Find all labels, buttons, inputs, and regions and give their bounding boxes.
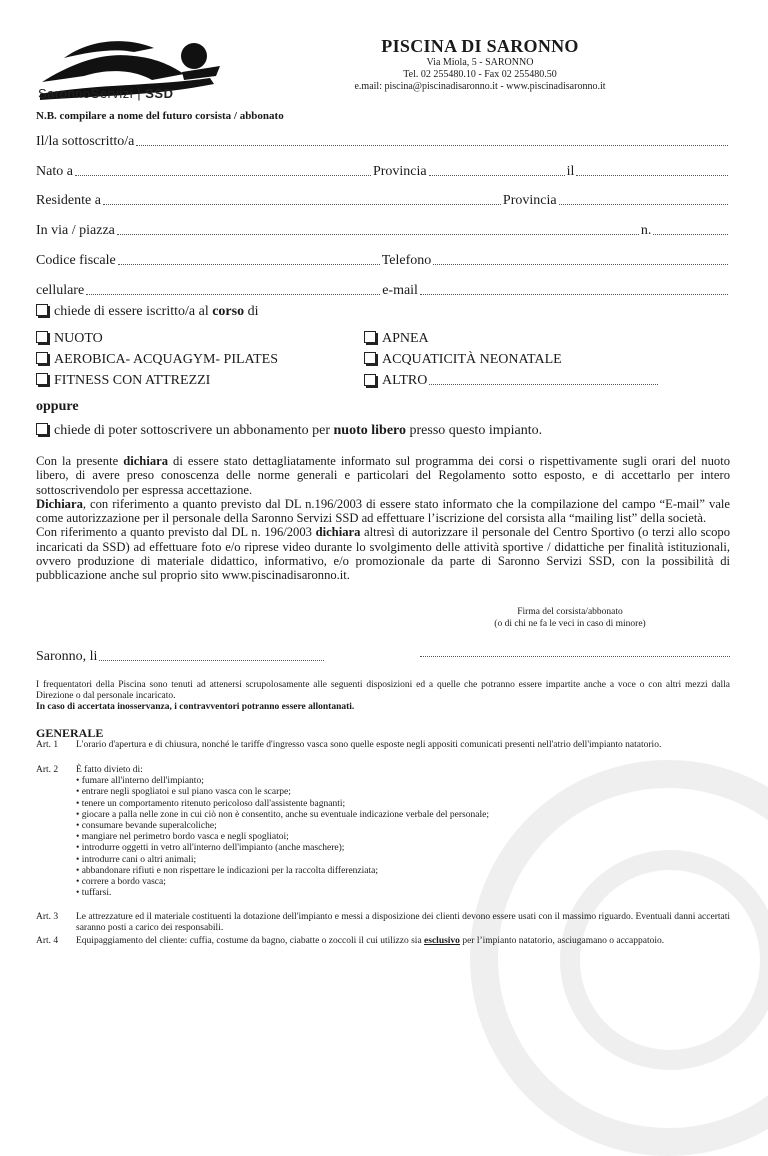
field-residente[interactable]: Residente a Provincia — [36, 189, 730, 209]
address: Via Miola, 5 - SARONNO — [426, 57, 534, 68]
contacts: e.mail: piscina@piscinadisaronno.it - www.piscinadisaronno.it — [354, 81, 606, 92]
checkbox-icon[interactable] — [36, 373, 48, 385]
field-codice-fiscale[interactable]: Codice fiscale Telefono — [36, 249, 730, 269]
checkbox-icon[interactable] — [364, 352, 376, 364]
header — [300, 36, 660, 93]
declaration — [36, 454, 730, 583]
signature-caption: Firma del corsista/abbonato (o di chi ne fa le veci in caso di minore) — [494, 607, 646, 629]
checkbox-icon[interactable] — [36, 352, 48, 364]
subscription-request[interactable]: chiede di poter sottoscrivere un abbonamento per nuoto libero presso questo impianto. — [36, 423, 542, 439]
option-fitness[interactable]: FITNESS CON ATTREZZI — [36, 373, 210, 389]
field-sottoscritto[interactable]: Il/la sottoscritto/a — [36, 130, 730, 150]
field-nato-a[interactable]: Nato a Provincia il — [36, 160, 730, 180]
checkbox-icon[interactable] — [364, 374, 376, 386]
page-title: PISCINA DI SARONNO — [381, 36, 579, 56]
rules-heading: GENERALE — [36, 726, 104, 740]
article-3: Art. 3 Le attrezzature ed il materiale costituenti la dotazione dell'impianto e messi a disposizione dei clienti devono essere usati con il massimo riguardo. Eventuali danni accertati saranno posti a carico dei responsabili. — [36, 912, 730, 934]
checkbox-icon[interactable] — [364, 331, 376, 343]
declaration-p1: Con la presente dichiara di essere stato dettagliatamente informato sul programma dei corsi o rispettivamente sugli orari del nuoto libero, di avere preso conoscenza delle norme generali e particolari del Regolamento sotto esposto, e di accettarlo per intero sottoscrivendolo per espressa accettazione. — [36, 454, 730, 497]
field-cellulare[interactable]: cellulare e-mail — [36, 279, 730, 299]
article-1: Art. 1 L'orario d'apertura e di chiusura, nonché le tariffe d'ingresso vasca sono quelle esposte negli appositi comunicati presenti nell'atrio dell'impianto natatorio. — [36, 740, 662, 750]
article-2: Art. 2 È fatto divieto di: • fumare all'interno dell'impianto; • entrare negli spogliatoi e sul piano vasca con le scarpe; • tenere un comportamento ritenuto pericoloso dall'assistente bagnanti; • giocare a palla nelle zone in cui ciò non è consentito, anche su eventuale indicazione verbale del personale; • consumare bevande superalcoliche; • mangiare nel perimetro bordo vasca e negli spogliatoi; • introdurre oggetti in vetro all'interno dell'impianto (anche maschere); • introdurre cani o altri animali; • abbandonare rifiuti e non rispettare le indicazioni per la raccolta differenziata; • correre a bordo vasca; • tuffarsi. — [36, 765, 489, 899]
course-request[interactable]: chiede di essere iscritto/a al corso di — [36, 304, 259, 320]
option-aerobica[interactable]: AEROBICA- ACQUAGYM- PILATES — [36, 352, 278, 368]
signature-line[interactable] — [420, 656, 730, 657]
rules-intro: I frequentatori della Piscina sono tenuti ad attenersi scrupolosamente alle seguenti disposizioni ed a quelle che potranno essere impartite anche a voce o con altri mezzi dalla Direzione o dal personale incaricato. In caso di accertata inosservanza, i contravventori potranno essere allontanati. — [36, 680, 730, 713]
article-4: Art. 4 Equipaggiamento del cliente: cuffia, costume da bagno, ciabatte o zoccoli il cui utilizzo sia esclusivo per l’impianto natatorio, asciugamano o accappatoio. — [36, 936, 665, 946]
option-apnea[interactable]: APNEA — [364, 331, 429, 347]
brand-name: SaronnoServizi | SSD — [38, 86, 174, 101]
note: N.B. compilare a nome del futuro corsista / abbonato — [36, 110, 284, 122]
declaration-p2: Dichiara, con riferimento a quanto previsto dal DL n.196/2003 di essere stato informato che la compilazione del campo “E-mail” vale come autorizzazione per il personale della Saronno Servizi SSD ad effettuare l’iscrizione del corsista alla “mailing list” della società. — [36, 496, 730, 526]
declaration-p3: Con riferimento a quanto previsto dal DL n. 196/2003 dichiara altresì di autorizzare il personale del Centro Sportivo (o terzi allo scopo incaricati da SSD) ad effettuare foto e/o riprese video durante lo svolgimento delle attività sportive / didattiche per finalità istituzionali, ovvero produzione di materiale didattico, informativo, e/o promozionale da parte di Saronno Servizi SSD, con la possibilità di pubblicazione anche sul proprio sito www.piscinadisaronno.it. — [36, 525, 730, 583]
phone: Tel. 02 255480.10 - Fax 02 255480.50 — [403, 69, 557, 80]
option-nuoto[interactable]: NUOTO — [36, 331, 103, 347]
option-acquaticita[interactable]: ACQUATICITÀ NEONATALE — [364, 352, 562, 368]
option-altro[interactable]: ALTRO — [364, 373, 658, 389]
field-via[interactable]: In via / piazza n. — [36, 219, 730, 239]
oppure: oppure — [36, 399, 79, 414]
field-saronno-li[interactable]: Saronno, li — [36, 645, 326, 665]
checkbox-icon[interactable] — [36, 331, 48, 343]
checkbox-icon[interactable] — [36, 423, 48, 435]
checkbox-icon[interactable] — [36, 304, 48, 316]
